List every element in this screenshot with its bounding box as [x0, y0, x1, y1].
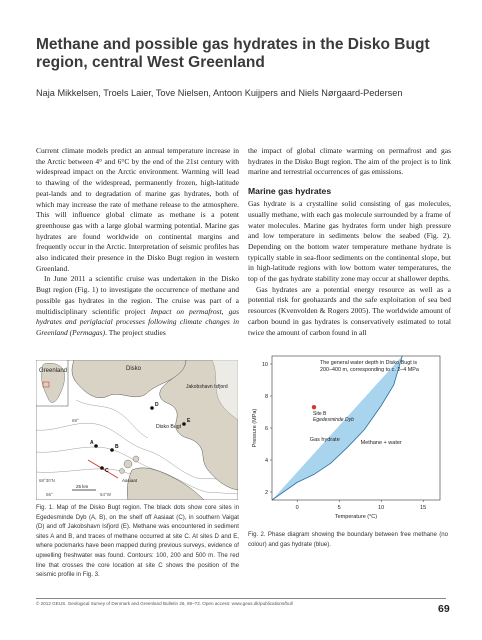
- page-number: 69: [438, 603, 450, 615]
- figure-2-phase-diagram: [248, 350, 448, 525]
- label-site-d: D: [155, 402, 159, 408]
- label-greenland: Greenland: [39, 368, 68, 374]
- label-disko: Disko: [126, 366, 142, 372]
- x-axis: [296, 500, 427, 511]
- island: [120, 469, 125, 474]
- y-axis-label: Pressure (MPa): [252, 408, 258, 448]
- project-title: Impact on permafrost, gas hydrates and periglacial processes following climate changes in Greenland (Permagas): [36, 306, 239, 337]
- label-lon-54: 54°W: [100, 492, 112, 497]
- core-site-c-dot: [100, 466, 104, 470]
- body-paragraph: Gas hydrate is a crystalline solid consisting of gas molecules, usually methane, with each gas molecule surrounded by a frame of water molecules. Marine gas hydrates form under high pressure and low temperature in sediments below the seabed (Fig. 2). Depending on the bottom water temperature methane hydrate is typically stable in sea-floor sediments on the continental slope, but in high-latitude regions with low bottom water temperatures, the top of the gas hydrate stability zone may occur at shallower depths.: [248, 199, 451, 284]
- label-site-c: C: [105, 468, 109, 474]
- article-authors: Naja Mikkelsen, Troels Laier, Tove Nielsen, Antoon Kuijpers and Niels Nørgaard-Pedersen: [36, 88, 403, 98]
- body-text: . The project studies: [105, 327, 166, 337]
- y-tick-label: 2: [264, 490, 268, 496]
- figure-1-map: [36, 360, 238, 500]
- label-site-e: E: [187, 418, 191, 424]
- label-site-a: A: [90, 440, 94, 446]
- depth-annotation-text: The general water depth in Disko Bugt is 200–400 m, corresponding to c. 2–4 MPa: [320, 360, 419, 373]
- y-tick-label: 6: [264, 426, 268, 432]
- footer-rule: [36, 598, 446, 599]
- core-site-d-dot: [150, 406, 154, 410]
- label-disko-bugt: Disko Bugt: [156, 424, 182, 430]
- y-tick-label: 8: [264, 394, 268, 400]
- body-column-right: [248, 146, 451, 338]
- core-site-b-dot: [110, 448, 114, 452]
- x-tick-label: 0: [295, 505, 299, 511]
- depth-annotation: [320, 360, 426, 394]
- body-paragraph: [36, 274, 239, 338]
- island: [133, 456, 139, 462]
- region-label-methane-water: Methane + water: [360, 440, 402, 446]
- x-axis-label: Temperature (°C): [334, 514, 378, 520]
- x-tick-label: 5: [337, 505, 341, 511]
- body-paragraph: Current climate models predict an annual temperature increase in the Arctic between 4° and 6°C by the end of the 21st century with widespread impact on the Arctic environment. Warming will lead to thawing of the widespread, permanently frozen, high-latitude peat-lands and to degradation of marine gas hydrates, both of which may increase the rate of methane release to the atmosphere. This will influence global climate as methane is a potent greenhouse gas with a large global warming potential. Marine gas hydrates are found worldwide on continental margins and frequently occur in the Arctic. Interpretation of seismic profiles has also indicated their presence in the Disko Bugt region in western Greenland.: [36, 146, 239, 273]
- label-aasiaat: Aasiaat: [122, 478, 138, 483]
- site-b-sublabel: Egedesminde Dyb: [313, 417, 354, 424]
- y-axis: [262, 362, 272, 496]
- y-tick-label: 10: [261, 362, 268, 368]
- x-tick-label: 10: [378, 505, 385, 511]
- body-text: In June 2011 a scientific cruise was undertaken in the Disko Bugt region (Fig. 1) to investigate the occurrence of methane and possible gas hydrates in the region. The cruise was part of a multidisciplinary scientific project: [36, 274, 239, 316]
- figure-1-caption: Fig. 1. Map of the Disko Bugt region. The black dots show core sites in Egedesminde Dyb (A, B), on the shelf off Aasiaat (C), in southern Vaigat (D) and off Jakobshavn Isfjord (E). Methane was encountered in sediment sites A and B, and traces of methane occurred at site C. At sites D and E, where pockmarks have been mapped during previous surveys, evidence of upwelling freshwater was found. Contours: 100, 200 and 500 m. The red line that crosses the core location at site C shows the position of the seismic profile in Fig. 3.: [36, 504, 239, 579]
- label-lon-56: 56°: [46, 492, 53, 497]
- x-tick-label: 15: [420, 505, 427, 511]
- site-b-point: [312, 405, 316, 409]
- y-tick-label: 4: [264, 458, 268, 464]
- label-jakobshavn: Jakobshavn Isfjord: [186, 384, 228, 390]
- figure-2-caption: Fig. 2. Phase diagram showing the boundary between free methane (no colour) and gas hydrate (blue).: [248, 531, 448, 548]
- island: [124, 460, 132, 468]
- label-site-b: B: [115, 444, 119, 450]
- core-site-e-dot: [182, 422, 186, 426]
- body-paragraph: the impact of global climate warming on permafrost and gas hydrates in the Disko Bugt region. The aim of the project is to link marine and terrestrial occurrences of gas emissions.: [248, 146, 451, 177]
- footer-copyright: © 2012 GEUS. Geological Survey of Denmark and Greenland Bulletin 26, 69–72. Open access: www.geus.dk/publications/bull: [36, 601, 293, 606]
- region-label-gas-hydrate: Gas hydrate: [309, 436, 340, 443]
- label-lat-68: 68°30'N: [39, 478, 55, 483]
- section-heading: Marine gas hydrates: [248, 186, 332, 197]
- label-lat-69: 69°: [72, 418, 79, 423]
- body-column-left: [36, 146, 239, 339]
- article-title: Methane and possible gas hydrates in the Disko Bugt region, central West Greenland: [36, 36, 430, 71]
- scale-label: 25 km: [76, 484, 89, 489]
- body-paragraph: Gas hydrates are a potential energy resource as well as a potential risk for geohazards and the safe exploitation of sea bed resources (Kvenvolden & Rogers 2005). The worldwide amount of carbon bound in gas hydrates is conservatively estimated to total twice the amount of carbon found in all: [248, 284, 451, 337]
- core-site-a-dot: [94, 444, 98, 448]
- site-b-label: Site B: [313, 411, 327, 418]
